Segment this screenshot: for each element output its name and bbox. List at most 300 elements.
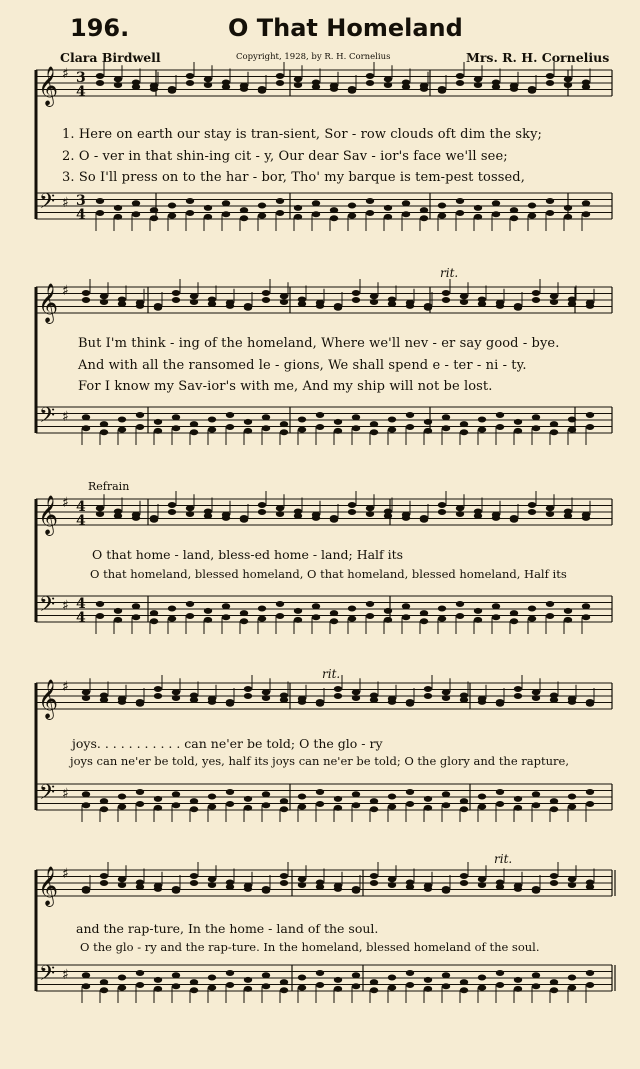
note-head <box>100 987 108 993</box>
note-head <box>132 211 140 217</box>
note-head <box>546 80 554 86</box>
note-head <box>150 610 158 616</box>
note-head <box>424 693 432 699</box>
note-head <box>316 701 324 707</box>
note-head <box>312 614 320 620</box>
note-head <box>406 701 414 707</box>
note-head <box>100 429 108 435</box>
note-head <box>258 606 266 612</box>
note-head <box>496 970 504 976</box>
composer-credit: Mrs. R. H. Cornelius <box>466 50 610 65</box>
note-head <box>334 796 342 802</box>
note-head <box>118 794 126 800</box>
verse-1-line-2: But I'm think - ing of the homeland, Where we'll nev - er say good - bye. <box>78 336 560 351</box>
sharp-icon: ♯ <box>62 495 69 511</box>
note-head <box>258 203 266 209</box>
note-head <box>82 791 90 797</box>
note-head <box>388 427 396 433</box>
note-head <box>204 617 212 623</box>
note-head <box>118 417 126 423</box>
note-head <box>222 84 230 90</box>
note-head <box>532 689 540 695</box>
note-head <box>438 509 446 515</box>
note-head <box>150 207 158 213</box>
note-head <box>402 603 410 609</box>
note-head <box>222 200 230 206</box>
note-head <box>172 791 180 797</box>
note-head <box>96 80 104 86</box>
note-head <box>114 608 122 614</box>
note-head <box>100 697 108 703</box>
note-head <box>186 73 194 79</box>
note-head <box>586 884 594 890</box>
note-head <box>514 977 522 983</box>
note-head <box>262 972 270 978</box>
note-head <box>82 983 90 989</box>
note-head <box>132 603 140 609</box>
note-head <box>370 421 378 427</box>
note-head <box>244 686 252 692</box>
note-head <box>208 427 216 433</box>
bass-clef-icon: 𝄢 <box>39 189 56 218</box>
note-head <box>280 429 288 435</box>
note-head <box>492 614 500 620</box>
note-head <box>348 606 356 612</box>
note-head <box>438 616 446 622</box>
note-head <box>190 421 198 427</box>
note-head <box>384 617 392 623</box>
note-head <box>348 88 356 94</box>
note-head <box>352 972 360 978</box>
note-head <box>96 601 104 607</box>
note-head <box>294 82 302 88</box>
bass-clef-icon: 𝄢 <box>39 780 56 809</box>
note-head <box>532 972 540 978</box>
refrain-line-1-melody: O that home - land, bless-ed home - land; Half its <box>92 547 404 562</box>
note-head <box>172 888 180 894</box>
note-head <box>298 794 306 800</box>
note-head <box>474 82 482 88</box>
note-head <box>190 806 198 812</box>
note-head <box>316 424 324 430</box>
note-head <box>496 982 504 988</box>
note-head <box>406 801 414 807</box>
note-head <box>366 613 374 619</box>
note-head <box>402 200 410 206</box>
note-head <box>136 789 144 795</box>
note-head <box>118 427 126 433</box>
note-head <box>312 515 320 521</box>
note-head <box>406 424 414 430</box>
note-head <box>276 613 284 619</box>
note-head <box>384 205 392 211</box>
note-head <box>172 290 180 296</box>
note-head <box>438 88 446 94</box>
note-head <box>568 417 576 423</box>
note-head <box>96 613 104 619</box>
note-head <box>100 293 108 299</box>
bass-clef-icon: 𝄢 <box>39 961 56 990</box>
note-head <box>280 880 288 886</box>
note-head <box>496 424 504 430</box>
note-head <box>510 517 518 523</box>
note-head <box>226 982 234 988</box>
note-head <box>460 880 468 886</box>
note-head <box>298 301 306 307</box>
note-head <box>370 429 378 435</box>
note-head <box>222 614 230 620</box>
note-head <box>456 613 464 619</box>
note-head <box>550 873 558 879</box>
note-head <box>582 200 590 206</box>
rit-marking: rit. <box>440 266 459 280</box>
rit-marking-2: rit. <box>322 667 341 681</box>
note-head <box>276 80 284 86</box>
note-head <box>172 689 180 695</box>
bass-staff <box>36 596 612 622</box>
note-head <box>496 701 504 707</box>
note-head <box>114 513 122 519</box>
note-head <box>244 796 252 802</box>
refrain-line-1-bass: O that homeland, blessed homeland, O that homeland, blessed homeland, Half its <box>90 567 567 581</box>
note-head <box>280 987 288 993</box>
note-head <box>532 297 540 303</box>
note-head <box>550 293 558 299</box>
note-head <box>100 880 108 886</box>
sharp-icon: ♯ <box>62 679 69 695</box>
treble-clef-icon: 𝄞 <box>38 66 59 106</box>
note-head <box>154 977 162 983</box>
note-head <box>168 509 176 515</box>
note-head <box>532 414 540 420</box>
note-head <box>424 977 432 983</box>
note-head <box>226 801 234 807</box>
note-head <box>420 610 428 616</box>
note-head <box>496 789 504 795</box>
refrain-label: Refrain <box>88 480 130 493</box>
note-head <box>384 214 392 220</box>
note-head <box>258 213 266 219</box>
note-head <box>564 214 572 220</box>
note-head <box>334 419 342 425</box>
note-head <box>496 412 504 418</box>
note-head <box>118 301 126 307</box>
note-head <box>240 618 248 624</box>
note-head <box>298 876 306 882</box>
note-head <box>550 979 558 985</box>
note-head <box>456 80 464 86</box>
note-head <box>388 417 396 423</box>
note-head <box>582 211 590 217</box>
note-head <box>244 419 252 425</box>
note-head <box>492 211 500 217</box>
note-head <box>564 82 572 88</box>
note-head <box>586 982 594 988</box>
note-head <box>352 888 360 894</box>
treble-clef-icon: 𝄞 <box>38 283 59 323</box>
note-head <box>136 701 144 707</box>
note-head <box>514 686 522 692</box>
note-head <box>528 509 536 515</box>
sharp-icon: ♯ <box>62 967 69 983</box>
note-head <box>132 515 140 521</box>
note-head <box>100 806 108 812</box>
note-head <box>550 987 558 993</box>
note-head <box>550 880 558 886</box>
note-head <box>442 689 450 695</box>
note-head <box>208 794 216 800</box>
note-head <box>388 975 396 981</box>
note-head <box>352 414 360 420</box>
note-head <box>424 886 432 892</box>
note-head <box>154 986 162 992</box>
verse-3-line-1: 3. So I'll press on to the har - bor, Tho' my barque is tem-pest tossed, <box>62 170 525 185</box>
note-head <box>366 511 374 517</box>
note-head <box>222 515 230 521</box>
note-head <box>352 802 360 808</box>
note-head <box>424 796 432 802</box>
time-signature-bottom: 4 <box>76 513 86 529</box>
note-head <box>406 884 414 890</box>
note-head <box>366 210 374 216</box>
note-head <box>82 972 90 978</box>
note-head <box>402 84 410 90</box>
note-head <box>298 417 306 423</box>
note-head <box>564 205 572 211</box>
note-head <box>100 873 108 879</box>
note-head <box>262 695 270 701</box>
note-head <box>528 88 536 94</box>
note-head <box>154 886 162 892</box>
note-head <box>208 876 216 882</box>
note-head <box>316 789 324 795</box>
note-head <box>118 876 126 882</box>
note-head <box>384 76 392 82</box>
note-head <box>100 798 108 804</box>
note-head <box>388 985 396 991</box>
note-head <box>586 701 594 707</box>
verse-2-line-2: And with all the ransomed le - gions, We shall spend e - ter - ni - ty. <box>78 358 527 373</box>
note-head <box>280 979 288 985</box>
note-head <box>492 84 500 90</box>
note-head <box>366 198 374 204</box>
note-head <box>316 970 324 976</box>
note-head <box>442 791 450 797</box>
note-head <box>366 601 374 607</box>
note-head <box>550 299 558 305</box>
note-head <box>370 798 378 804</box>
note-head <box>514 305 522 311</box>
note-head <box>82 802 90 808</box>
note-head <box>546 505 554 511</box>
note-head <box>136 982 144 988</box>
note-head <box>532 983 540 989</box>
note-head <box>226 884 234 890</box>
note-head <box>136 801 144 807</box>
sharp-icon: ♯ <box>62 283 69 299</box>
bass-clef-icon: 𝄢 <box>39 403 56 432</box>
note-head <box>118 882 126 888</box>
note-head <box>546 73 554 79</box>
verse-2-line-1: 2. O - ver in that shin-ing cit - y, Our dear Sav - ior's face we'll see; <box>62 149 508 164</box>
note-head <box>348 509 356 515</box>
note-head <box>442 695 450 701</box>
note-head <box>114 205 122 211</box>
note-head <box>334 977 342 983</box>
note-head <box>334 886 342 892</box>
note-head <box>330 215 338 221</box>
note-head <box>460 421 468 427</box>
note-head <box>370 299 378 305</box>
time-signature-bottom: 4 <box>76 207 86 223</box>
note-head <box>420 618 428 624</box>
note-head <box>190 429 198 435</box>
note-head <box>114 617 122 623</box>
note-head <box>154 305 162 311</box>
note-head <box>384 608 392 614</box>
note-head <box>532 425 540 431</box>
note-head <box>424 419 432 425</box>
note-head <box>514 693 522 699</box>
note-head <box>168 616 176 622</box>
note-head <box>568 882 576 888</box>
note-head <box>172 414 180 420</box>
copyright-notice: Copyright, 1928, by R. H. Cornelius <box>236 52 391 62</box>
note-head <box>456 210 464 216</box>
note-head <box>402 515 410 521</box>
note-head <box>442 425 450 431</box>
note-head <box>460 987 468 993</box>
note-head <box>460 798 468 804</box>
time-signature-bottom: 4 <box>76 84 86 100</box>
note-head <box>190 987 198 993</box>
note-head <box>568 699 576 705</box>
note-head <box>100 421 108 427</box>
note-head <box>478 699 486 705</box>
note-head <box>510 215 518 221</box>
note-head <box>460 979 468 985</box>
time-signature-top: 4 <box>76 596 86 612</box>
note-head <box>294 513 302 519</box>
note-head <box>460 293 468 299</box>
note-head <box>582 515 590 521</box>
note-head <box>388 882 396 888</box>
note-head <box>100 979 108 985</box>
time-signature-top: 3 <box>76 193 86 209</box>
note-head <box>298 882 306 888</box>
note-head <box>262 297 270 303</box>
note-head <box>82 888 90 894</box>
note-head <box>244 693 252 699</box>
note-head <box>514 886 522 892</box>
note-head <box>514 796 522 802</box>
note-head <box>510 610 518 616</box>
note-head <box>478 301 486 307</box>
sharp-icon: ♯ <box>62 786 69 802</box>
treble-clef-icon: 𝄞 <box>38 679 59 719</box>
note-head <box>330 86 338 92</box>
note-head <box>82 695 90 701</box>
note-head <box>478 882 486 888</box>
note-head <box>406 970 414 976</box>
note-head <box>294 76 302 82</box>
note-head <box>82 689 90 695</box>
note-head <box>510 86 518 92</box>
time-signature-bottom: 4 <box>76 610 86 626</box>
note-head <box>460 806 468 812</box>
note-head <box>492 200 500 206</box>
note-head <box>442 290 450 296</box>
note-head <box>208 975 216 981</box>
note-head <box>222 211 230 217</box>
note-head <box>370 873 378 879</box>
note-head <box>276 511 284 517</box>
note-head <box>474 205 482 211</box>
note-head <box>280 293 288 299</box>
time-signature-top: 3 <box>76 70 86 86</box>
note-head <box>564 608 572 614</box>
note-head <box>204 513 212 519</box>
note-head <box>460 697 468 703</box>
hymn-number: 196. <box>70 14 130 42</box>
note-head <box>586 303 594 309</box>
note-head <box>226 412 234 418</box>
note-head <box>352 695 360 701</box>
note-head <box>514 428 522 434</box>
note-head <box>546 511 554 517</box>
note-head <box>280 299 288 305</box>
note-head <box>208 301 216 307</box>
note-head <box>334 686 342 692</box>
note-head <box>118 975 126 981</box>
note-head <box>240 86 248 92</box>
note-head <box>168 88 176 94</box>
note-head <box>528 203 536 209</box>
note-head <box>330 610 338 616</box>
note-head <box>528 502 536 508</box>
note-head <box>96 511 104 517</box>
note-head <box>208 882 216 888</box>
note-head <box>96 210 104 216</box>
note-head <box>424 805 432 811</box>
note-head <box>406 303 414 309</box>
note-head <box>402 614 410 620</box>
note-head <box>240 207 248 213</box>
note-head <box>190 798 198 804</box>
note-head <box>510 618 518 624</box>
note-head <box>550 421 558 427</box>
note-head <box>150 618 158 624</box>
note-head <box>226 303 234 309</box>
note-head <box>352 290 360 296</box>
note-head <box>276 505 284 511</box>
hymn-title: O That Homeland <box>228 14 463 42</box>
refrain-line-2-bass: joys can ne'er be told, yes, half its joys can ne'er be told; O the glory and the rapture, <box>70 754 570 768</box>
note-head <box>456 601 464 607</box>
note-head <box>208 699 216 705</box>
note-head <box>334 805 342 811</box>
note-head <box>492 515 500 521</box>
note-head <box>100 299 108 305</box>
note-head <box>136 303 144 309</box>
treble-clef-icon: 𝄞 <box>38 866 59 906</box>
note-head <box>474 76 482 82</box>
note-head <box>258 616 266 622</box>
note-head <box>262 983 270 989</box>
sharp-icon: ♯ <box>62 866 69 882</box>
note-head <box>582 84 590 90</box>
note-head <box>262 791 270 797</box>
